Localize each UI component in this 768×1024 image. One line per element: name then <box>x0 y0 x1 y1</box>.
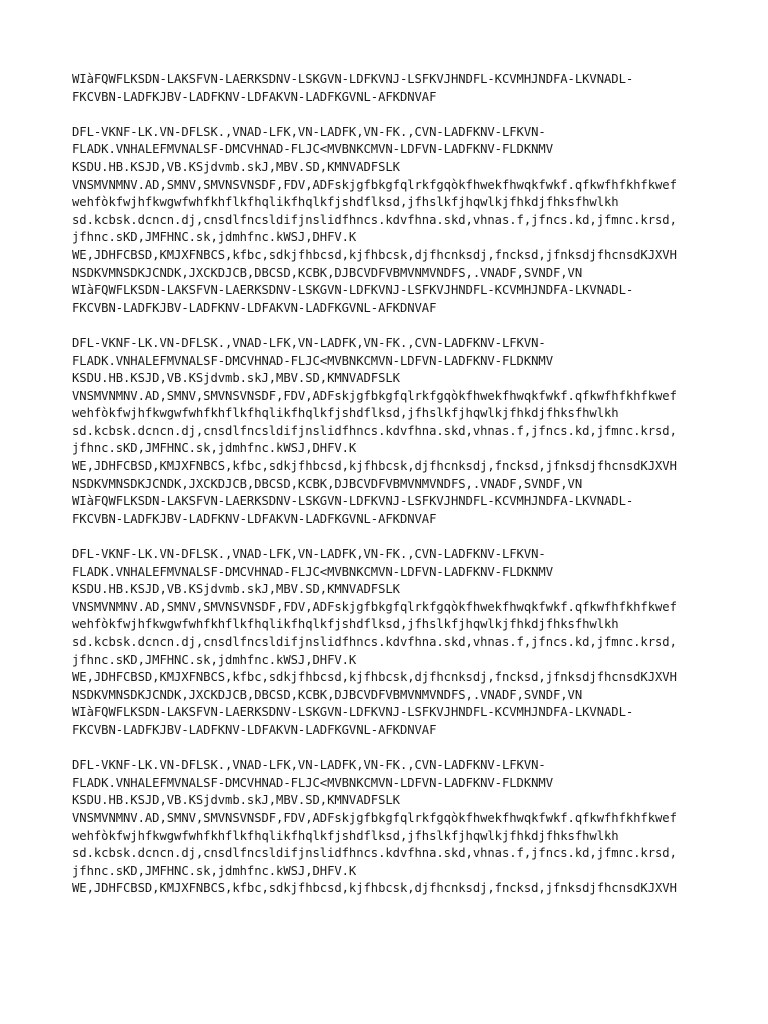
text-line: FKCVBN-LADFKJBV-LADFKNV-LDFAKVN-LADFKGVNL-AFKDNVAF <box>72 511 437 526</box>
text-line: WIàFQWFLKSDN-LAKSFVN-LAERKSDNV-LSKGVN-LDFKVNJ-LSFKVJHNDFL-KCVMHJNDFA-LKVNADL- <box>72 705 634 720</box>
text-line: sd.kcbsk.dcncn.dj,cnsdlfncsldifjnslidfhncs.kdvfhna.skd,vhnas.f,jfncs.kd,jfmnc.krsd, <box>72 423 677 438</box>
text-line: WE,JDHFCBSD,KMJXFNBCS,kfbc,sdkjfhbcsd,kjfhbcsk,djfhcnksdj,fncksd,jfnksdjfhcnsdKJXVH <box>72 881 677 896</box>
text-line: FKCVBN-LADFKJBV-LADFKNV-LDFAKVN-LADFKGVNL-AFKDNVAF <box>72 89 437 104</box>
text-line: wehfòkfwjhfkwgwfwhfkhflkfhqlikfhqlkfjshdflksd,jfhslkfjhqwlkjfhkdjfhksfhwlkh <box>72 617 619 632</box>
text-line: WIàFQWFLKSDN-LAKSFVN-LAERKSDNV-LSKGVN-LDFKVNJ-LSFKVJHNDFL-KCVMHJNDFA-LKVNADL- <box>72 72 634 86</box>
text-line: FLADK.VNHALEFMVNALSF-DMCVHNAD-FLJC<MVBNKCMVN-LDFVN-LADFKNV-FLDKNMV <box>72 353 553 368</box>
paragraph-break <box>72 106 712 124</box>
text-line: DFL-VKNF-LK.VN-DFLSK.,VNAD-LFK,VN-LADFK,VN-FK.,CVN-LADFKNV-LFKVN- <box>72 335 546 350</box>
paragraph-break <box>72 528 712 546</box>
paragraph-break <box>72 317 712 335</box>
text-line: sd.kcbsk.dcncn.dj,cnsdlfncsldifjnslidfhncs.kdvfhna.skd,vhnas.f,jfncs.kd,jfmnc.krsd, <box>72 212 677 227</box>
text-line: NSDKVMNSDKJCNDK,JXCKDJCB,DBCSD,KCBK,DJBCVDFVBMVNMVNDFS,.VNADF,SVNDF,VN <box>72 476 583 491</box>
text-line: FLADK.VNHALEFMVNALSF-DMCVHNAD-FLJC<MVBNKCMVN-LDFVN-LADFKNV-FLDKNMV <box>72 775 553 790</box>
text-line: sd.kcbsk.dcncn.dj,cnsdlfncsldifjnslidfhncs.kdvfhna.skd,vhnas.f,jfncs.kd,jfmnc.krsd, <box>72 635 677 649</box>
text-line: wehfòkfwjhfkwgwfwhfkhflkfhqlikfhqlkfjshdflksd,jfhslkfjhqwlkjfhkdjfhksfhwlkh <box>72 406 619 421</box>
text-line: jfhnc.sKD,JMFHNC.sk,jdmhfnc.kWSJ,DHFV.K <box>72 441 357 456</box>
text-line: WE,JDHFCBSD,KMJXFNBCS,kfbc,sdkjfhbcsd,kjfhbcsk,djfhcnksdj,fncksd,jfnksdjfhcnsdKJXVH <box>72 670 677 685</box>
text-line: WIàFQWFLKSDN-LAKSFVN-LAERKSDNV-LSKGVN-LDFKVNJ-LSFKVJHNDFL-KCVMHJNDFA-LKVNADL- <box>72 283 634 298</box>
text-line: WIàFQWFLKSDN-LAKSFVN-LAERKSDNV-LSKGVN-LDFKVNJ-LSFKVJHNDFL-KCVMHJNDFA-LKVNADL- <box>72 494 634 509</box>
text-line: VNSMVNMNV.AD,SMNV,SMVNSVNSDF,FDV,ADFskjgfbkgfqlrkfgqòkfhwekfhwqkfwkf.qfkwfhfkhfkwef <box>72 810 677 825</box>
text-line: KSDU.HB.KSJD,VB.KSjdvmb.skJ,MBV.SD,KMNVADFSLK <box>72 159 400 174</box>
text-line: WE,JDHFCBSD,KMJXFNBCS,kfbc,sdkjfhbcsd,kjfhbcsk,djfhcnksdj,fncksd,jfnksdjfhcnsdKJXVH <box>72 459 677 474</box>
text-line: VNSMVNMNV.AD,SMNV,SMVNSVNSDF,FDV,ADFskjgfbkgfqlrkfgqòkfhwekfhwqkfwkf.qfkwfhfkhfkwef <box>72 599 677 614</box>
text-line: KSDU.HB.KSJD,VB.KSjdvmb.skJ,MBV.SD,KMNVADFSLK <box>72 793 400 808</box>
text-line: DFL-VKNF-LK.VN-DFLSK.,VNAD-LFK,VN-LADFK,VN-FK.,CVN-LADFKNV-LFKVN- <box>72 124 546 139</box>
text-line: NSDKVMNSDKJCNDK,JXCKDJCB,DBCSD,KCBK,DJBCVDFVBMVNMVNDFS,.VNADF,SVNDF,VN <box>72 687 583 702</box>
text-line: VNSMVNMNV.AD,SMNV,SMVNSVNSDF,FDV,ADFskjgfbkgfqlrkfgqòkfhwekfhwqkfwkf.qfkwfhfkhfkwef <box>72 388 677 403</box>
text-line: DFL-VKNF-LK.VN-DFLSK.,VNAD-LFK,VN-LADFK,VN-FK.,CVN-LADFKNV-LFKVN- <box>72 547 546 562</box>
paragraph-break <box>72 740 712 758</box>
text-line: jfhnc.sKD,JMFHNC.sk,jdmhfnc.kWSJ,DHFV.K <box>72 863 357 878</box>
text-line: jfhnc.sKD,JMFHNC.sk,jdmhfnc.kWSJ,DHFV.K <box>72 230 357 245</box>
text-line: FKCVBN-LADFKJBV-LADFKNV-LDFAKVN-LADFKGVNL-AFKDNVAF <box>72 300 437 315</box>
text-line: KSDU.HB.KSJD,VB.KSjdvmb.skJ,MBV.SD,KMNVADFSLK <box>72 582 400 597</box>
text-line: WE,JDHFCBSD,KMJXFNBCS,kfbc,sdkjfhbcsd,kjfhbcsk,djfhcnksdj,fncksd,jfnksdjfhcnsdKJXVH <box>72 247 677 262</box>
text-line: KSDU.HB.KSJD,VB.KSjdvmb.skJ,MBV.SD,KMNVADFSLK <box>72 371 400 386</box>
text-line: NSDKVMNSDKJCNDK,JXCKDJCB,DBCSD,KCBK,DJBCVDFVBMVNMVNDFS,.VNADF,SVNDF,VN <box>72 265 583 280</box>
text-line: FLADK.VNHALEFMVNALSF-DMCVHNAD-FLJC<MVBNKCMVN-LDFVN-LADFKNV-FLDKNMV <box>72 142 553 157</box>
text-line: VNSMVNMNV.AD,SMNV,SMVNSVNSDF,FDV,ADFskjgfbkgfqlrkfgqòkfhwekfhwqkfwkf.qfkwfhfkhfkwef <box>72 177 677 192</box>
text-line: wehfòkfwjhfkwgwfwhfkhflkfhqlikfhqlkfjshdflksd,jfhslkfjhqwlkjfhkdjfhksfhwlkh <box>72 828 619 843</box>
text-line: sd.kcbsk.dcncn.dj,cnsdlfncsldifjnslidfhncs.kdvfhna.skd,vhnas.f,jfncs.kd,jfmnc.krsd, <box>72 846 677 861</box>
text-line: FLADK.VNHALEFMVNALSF-DMCVHNAD-FLJC<MVBNKCMVN-LDFVN-LADFKNV-FLDKNMV <box>72 564 553 579</box>
text-line: wehfòkfwjhfkwgwfwhfkhflkfhqlikfhqlkfjshdflksd,jfhslkfjhqwlkjfhkdjfhksfhwlkh <box>72 195 619 210</box>
text-line: DFL-VKNF-LK.VN-DFLSK.,VNAD-LFK,VN-LADFK,VN-FK.,CVN-LADFKNV-LFKVN- <box>72 758 546 773</box>
document-text <box>72 71 712 898</box>
text-line: FKCVBN-LADFKJBV-LADFKNV-LDFAKVN-LADFKGVNL-AFKDNVAF <box>72 722 437 737</box>
text-line: jfhnc.sKD,JMFHNC.sk,jdmhfnc.kWSJ,DHFV.K <box>72 652 357 667</box>
